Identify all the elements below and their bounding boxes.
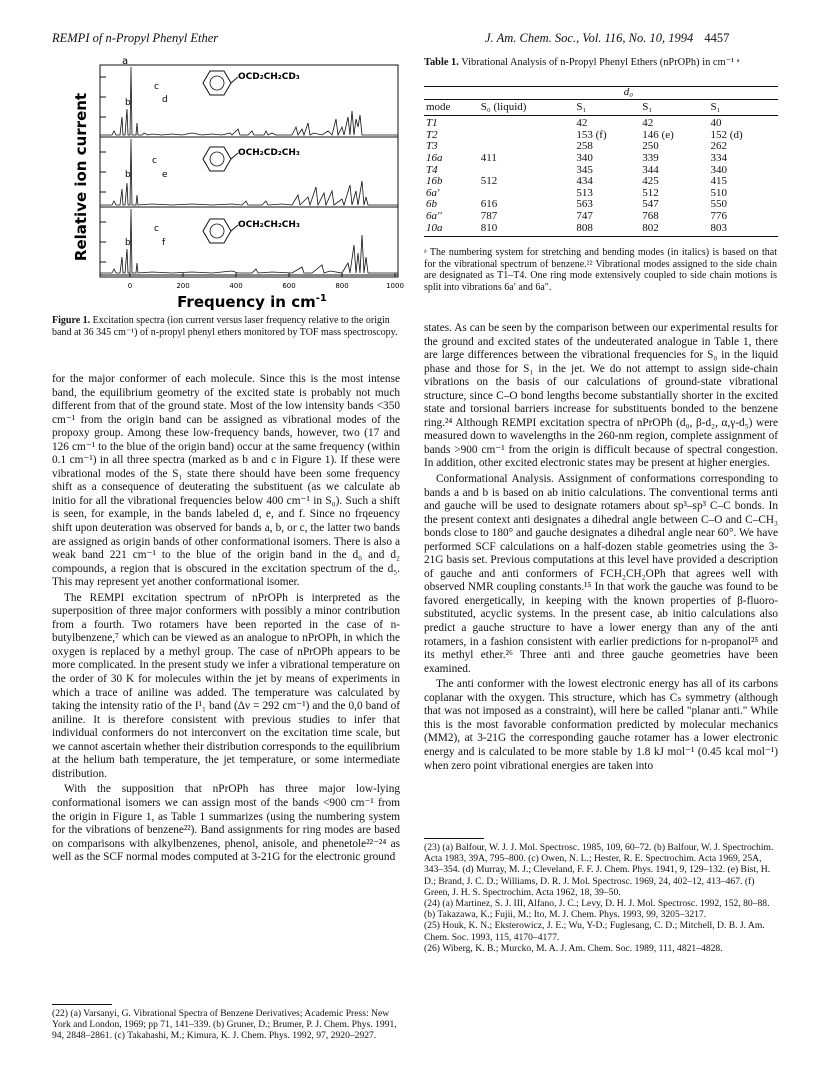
table-row <box>424 223 778 237</box>
formula-panel-2: OCH₂CD₂CH₃ <box>238 148 300 158</box>
paragraph: The REMPI excitation spectrum of nPrOPh is interpreted as the superposition of three major conformers with possibly a minor contribution from a fourth. Two rotamers have been reported in the case of n-butylbenzene,⁷ which can be viewed as an analogue to nPrOPh, in which the oxygen is replaced by a methyl group. The case of nPrOPh appears to be more complicated. In the present study we infer a vibrational temperature on the order of 30 K for molecules within the jet by means of experiments in which a trace of aniline was added. The temperature was calculated by taking the intensity ratio of the I¹₁ band (Δν = 292 cm⁻¹) and the 0,0 band of aniline. It is therefore consistent with previous studies to infer that individual conformers do not interconvert on the excitation time scale, but we cannot ascertain whether their distribution corresponds to the equilibrium at the helium bath temperature, the jet temperature, or some intermediate distribution. <box>52 591 400 780</box>
mode-cell: T1 <box>426 117 438 130</box>
value-cell: 563 <box>576 198 593 211</box>
table-row <box>424 211 778 223</box>
value-cell: 340 <box>576 151 593 164</box>
plot-frame <box>100 65 398 277</box>
x-tick-label: 200 <box>176 282 190 290</box>
table-caption: Vibrational Analysis of n-Propyl Phenyl Ethers (nPrOPh) in cm⁻¹ ᵃ <box>458 57 740 68</box>
table-row <box>424 116 778 130</box>
value-cell: 513 <box>576 186 593 199</box>
x-tick-labels <box>128 282 404 290</box>
benzene-ring-panel-3 <box>203 219 238 243</box>
mode-cell: 16a <box>426 151 443 164</box>
paragraph: With the supposition that nPrOPh has three major low-lying conformational isomers we can assign most of the bands <900 cm⁻¹ from the origin in Figure 1, as Table 1 summarizes (using the numbering system for the vibrations of benzene²²). Band assignments for ring modes are based on comparisons with alkylbenzenes, phenol, anisole, and phenetole²²⁻²⁴ as well as the SCF normal modes computed at 3-21G for the electronic ground <box>52 783 400 864</box>
table-footnote: ᵃ The numbering system for stretching and bending modes (in italics) is based on that for the vibrational spectrum of benzene.²² Vibrational modes assigned to the side chain are designated as T1–T4. One ring mode extensively coupled to side chain motions is split into vibrations 6a′ and 6a″. <box>424 247 777 293</box>
peak-label-d: d <box>162 95 168 105</box>
mode-cell: 16b <box>426 175 443 188</box>
value-cell: 340 <box>710 163 728 176</box>
value-cell: 616 <box>480 198 498 211</box>
col-header: S₁ <box>709 99 778 116</box>
col-header: S₁ <box>640 99 708 116</box>
mode-cell: 6a' <box>426 186 440 199</box>
peak-label-e: e <box>162 170 168 180</box>
value-cell: 250 <box>642 140 659 153</box>
paragraph: for the major conformer of each molecule. Since this is the most intense band, the equilibrium geometry of the excited state is probably not much different from that of the ground state. Most of the low intensity bands <350 cm⁻¹ from the origin band can be assigned as vibrational modes of the propoxy group. Among these low-frequency bands, however, two (17 and 126 cm⁻¹ to the blue of the origin band) occur at the same frequency (within 0.1 cm⁻¹) in all three spectra (marked as b and c in Figure 1). If these were vibrational modes of the S₁ state there should have been some frequency shift as a consequence of deuterating the substituent (as we calculate ab initio for all the vibrational frequencies below 400 cm⁻¹ in S₀). Such a shift is seen, for example, in the bands labeled d, e, and f. Since no frqeuency shift upon deuteration was observed for bands a, b, or c, the latter two bands are assigned as origin bands of other conformational isomers. There is also a weak band 221 cm⁻¹ to the blue of the origin band in the d₀ and d₂ compounds, a region that is obscured in the excitation spectrum of the d₅. This may represent yet another conformational isomer. <box>52 373 400 589</box>
vibrational-table <box>424 86 778 237</box>
footnote-25: (25) Houk, K. N.; Eksterowicz, J. E.; Wu, Y-D.; Fuglesang, C. D.; Mitchell, D. B. J. Am. Chem. Soc. 1993, 115, 4170–4177. <box>424 920 765 943</box>
value-cell: 550 <box>710 198 728 211</box>
table-title <box>424 57 779 69</box>
peak-label-a: a <box>122 57 129 67</box>
benzene-ring-panel-1 <box>203 71 238 95</box>
left-column-text <box>52 373 400 865</box>
peak-label-f: f <box>162 238 166 248</box>
peak-label-b: b <box>125 238 131 248</box>
value-cell: 42 <box>576 117 588 130</box>
benzene-ring-panel-2 <box>203 147 238 171</box>
value-cell: 40 <box>710 117 722 130</box>
page-number: 4457 <box>704 31 730 45</box>
paragraph: states. As can be seen by the comparison between our experimental results for the ground and excited states of the undeuterated analogue in Table 1, there are large differences between the vibrational frequencies for S₀ in the liquid phase and those for S₁ in the jet. We do not attempt to assign side-chain vibrations on the basis of our calculations of ground-state vibrational structure, since C–O bond lengths become substantially shorter in the excited state and torsional barriers increase for substituents bonded to the benzene ring.²⁴ Although REMPI excitation spectra of nPrOPh (d₀, β-d₂, α,γ-d₅) were measured down to wavelengths in the 260-nm region, complete assignment of bands >900 cm⁻¹ from the origin is difficult because of spectral congestion. In addition, other excited electronic states may be present at higher energies. <box>424 322 778 470</box>
section-paragraph: Conformational Analysis. Assignment of conformations corresponding to bands a and b is based on ab initio calculations. The conventional terms anti and gauche will be used to designate rotamers about sp³–sp³ C–C bonds. In the present context anti designates a dihedral angle between C–O and C–CH₃ bonds close to 180° and gauche designates a dihedral angle near 60°. We have performed SCF calculations on a half-dozen stable geometries using the 3-21G basis set. Previous computations at this level have provided a description of gauche and anti conformers of FCH₂CH₂OPh that agrees well with observed NMR coupling constants.¹⁵ In that work the gauche was found to be favored energetically, in keeping with the known properties of β-fluoro-substituted, acyclic systems. In the present case, ab initio calculations also predict a gauche structure to have a lower energy than any of the anti rotamers, in a fashion consistent with earlier predictions for n-propanol²⁵ and its methyl ether.²⁶ Three anti and three gauche geometries have been examined. <box>424 473 778 675</box>
x-tick-label: 400 <box>229 282 243 290</box>
col-header: S₀ (liquid) <box>479 99 575 116</box>
mode-cell: 6b <box>426 198 437 211</box>
value-cell: 334 <box>710 151 728 164</box>
y-axis-label: Relative ion current <box>72 92 90 262</box>
value-cell: 512 <box>480 175 498 188</box>
peak-label-c: c <box>152 156 157 166</box>
running-header-title: REMPI of n-Propyl Phenyl Ether <box>52 31 219 45</box>
col-header: S₁ <box>574 99 640 116</box>
footnote-23: (23) (a) Balfour, W. J. J. Mol. Spectrosc. 1985, 109, 60–72. (b) Balfour, W. J. Spectrochim. Acta 1983, 39A, 795–800. (c) Owen, N. L.; Hester, R. E. Spectrochim. Acta 1969, 25A, 343–354. (d) Murray, M. J.; Cleveland, F. F. J. Chem. Phys. 1941, 9, 129–132. (e) Bist, H. D.; Brand, J. C. D.; Williams, D. R. J. Mol. Spectrosc. 1969, 24, 402–12, 413–467. (f) Green, J. H. S. Spectrochim. Acta 1962, 18, 39–50. <box>424 842 774 898</box>
col-header: mode <box>424 99 479 116</box>
x-tick-label: 0 <box>127 282 133 290</box>
value-cell: 262 <box>710 140 728 153</box>
value-cell: 547 <box>642 198 659 211</box>
value-cell: 425 <box>642 175 659 188</box>
value-cell: 415 <box>710 175 728 188</box>
value-cell <box>479 130 575 142</box>
peak-label-c: c <box>154 82 159 92</box>
value-cell: 787 <box>480 209 498 222</box>
mode-cell: 6a'' <box>426 209 442 222</box>
value-cell: 768 <box>642 209 659 222</box>
footnote-22: (22) (a) Varsanyi, G. Vibrational Spectra of Benzene Derivatives; Academic Press: New York and London, 1969; pp 71, 141–339. (b) Gruner, D.; Brumer, P. J. Chem. Phys. 1991, 94, 2848–2861. (c) Takahashi, M.; Kimura, K. J. Chem. Phys. 1992, 97, 2920–2927. <box>52 1008 397 1042</box>
value-cell: 512 <box>642 186 659 199</box>
x-axis-label: Frequency in $cm^{-1}$ <box>177 293 327 311</box>
value-cell: 42 <box>642 117 654 130</box>
peak-label-b: b <box>125 170 131 180</box>
paragraph: The anti conformer with the lowest electronic energy has all of its carbons coplanar with the oxygen. This structure, which has Cₛ symmetry (although that was not imposed as a constraint), will here be called "planar anti." While this is the most favorable conformation predicted by molecular mechanics (MM2), at 3-21G the corresponding gauche rotamer has a lower electronic energy and is calculated to be more stable by 1.8 kJ mol⁻¹ (0.45 kcal mol⁻¹) when zero point vibrational energies are taken into <box>424 678 778 772</box>
value-cell: 339 <box>642 151 659 164</box>
peak-label-c: c <box>154 224 159 234</box>
running-header-journal <box>485 31 729 46</box>
caption-label: Figure 1. <box>52 315 91 326</box>
table-row <box>424 153 778 165</box>
value-cell: 434 <box>576 175 593 188</box>
x-tick-label: 600 <box>282 282 296 290</box>
value-cell <box>479 116 575 130</box>
value-cell: 810 <box>479 223 575 237</box>
caption-text: Excitation spectra (ion current versus laser frequency relative to the origin band at 36 345 cm⁻¹) of n-propyl phenyl ethers monitored by TOF mass spectroscopy. <box>52 315 398 338</box>
value-cell: 258 <box>576 140 593 153</box>
formula-panel-1: OCD₂CH₂CD₃ <box>238 72 300 82</box>
footnotes-right <box>424 842 778 954</box>
value-cell: 152 (d) <box>710 128 743 141</box>
left-ticks <box>100 77 106 262</box>
value-cell: 808 <box>574 223 640 237</box>
journal-citation: J. Am. Chem. Soc., Vol. 116, No. 10, 1994 <box>485 31 694 45</box>
peak-label-b: b <box>125 98 131 108</box>
formula-panel-3: OCH₂CH₂CH₃ <box>238 220 300 230</box>
footnote-rule-right <box>424 838 484 839</box>
value-cell: 747 <box>576 209 593 222</box>
x-tick-label: 800 <box>335 282 349 290</box>
figure-1 <box>52 57 412 312</box>
table-label: Table 1. <box>424 57 459 68</box>
mode-cell: T4 <box>426 163 438 176</box>
value-cell: 776 <box>710 209 728 222</box>
mode-cell: 10a <box>424 223 479 237</box>
spectra-plot <box>52 57 412 312</box>
value-cell: 153 (f) <box>576 128 607 141</box>
x-tick-label: 1000 <box>386 282 404 290</box>
mode-cell: T3 <box>426 140 438 153</box>
table-row <box>424 176 778 188</box>
value-cell: 345 <box>576 163 593 176</box>
value-cell: 344 <box>642 163 659 176</box>
right-column-text <box>424 322 778 773</box>
value-cell: 510 <box>710 186 728 199</box>
footnote-26: (26) Wiberg, K. B.; Murcko, M. A. J. Am. Chem. Soc. 1989, 111, 4821–4828. <box>424 942 723 954</box>
footnote-24: (24) (a) Martinez, S. J. III, Alfano, J. C.; Levy, D. H. J. Mol. Spectrosc. 1992, 152, 80–88. (b) Takazawa, K.; Fujii, M.; Ito, M. J. Chem. Phys. 1993, 99, 3205–3217. <box>424 898 770 921</box>
group-header: d₀ <box>479 87 778 100</box>
figure-caption <box>52 315 400 339</box>
mode-cell: T2 <box>426 128 438 141</box>
value-cell: 146 (e) <box>642 128 674 141</box>
spectrum-panel-3 <box>100 209 398 273</box>
value-cell: 802 <box>640 223 708 237</box>
value-cell: 411 <box>480 151 497 164</box>
value-cell: 803 <box>709 223 778 237</box>
footnote-rule-left <box>52 1004 112 1005</box>
